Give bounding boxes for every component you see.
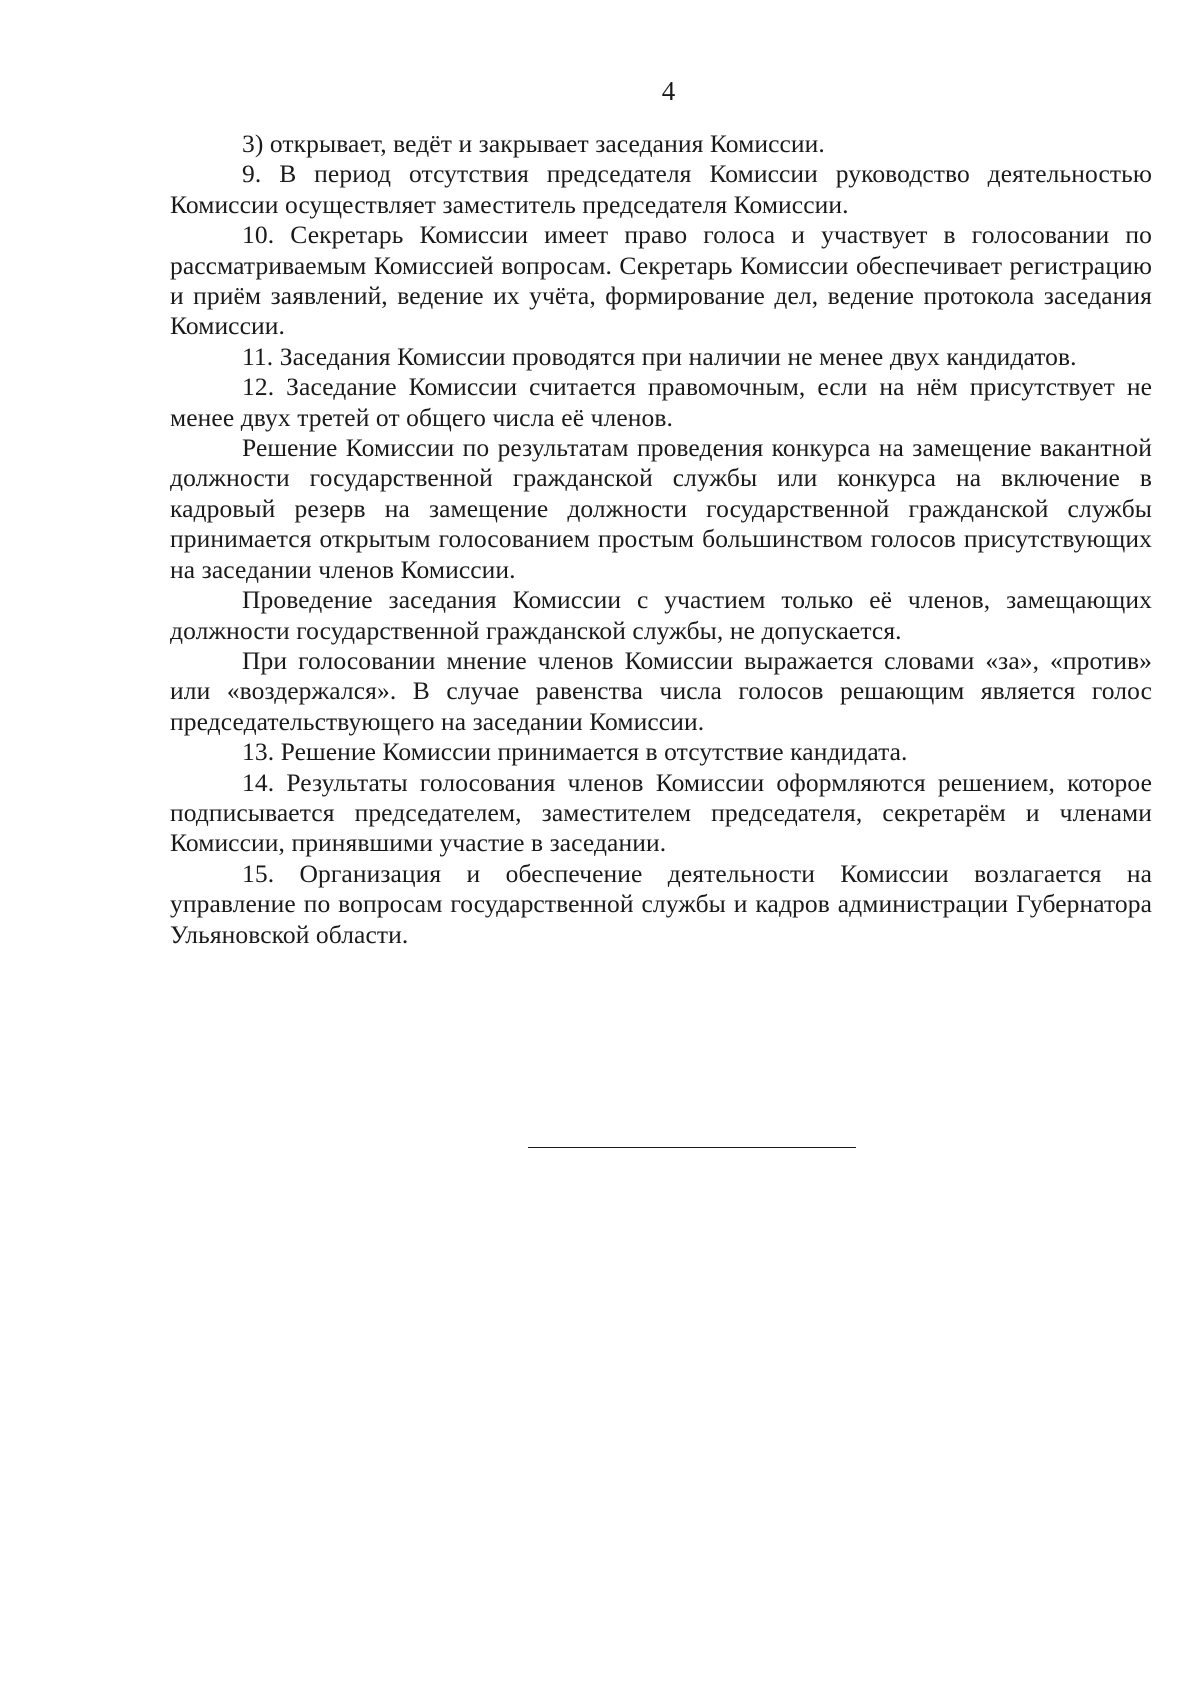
end-of-document-rule [528, 1147, 856, 1148]
document-body [170, 129, 1152, 950]
paragraph-clause-15: 15. Организация и обеспечение деятельности Комиссии возлагается на управление по вопросам государственной службы и кадров администрации Губернатора Ульяновской области. [170, 858, 1152, 949]
paragraph-clause-14: 14. Результаты голосования членов Комиссии оформляются решением, которое подписывается председателем, заместителем председателя, секретарём и членами Комиссии, принявшими участие в заседании. [170, 767, 1152, 858]
paragraph-clause-9: 9. В период отсутствия председателя Комиссии руководство деятельностью Комиссии осуществляет заместитель председателя Комиссии. [170, 159, 1152, 219]
paragraph-clause-12: 12. Заседание Комиссии считается правомочным, если на нём присутствует не менее двух третей от общего числа её членов. [170, 372, 1152, 432]
paragraph-decision: Решение Комиссии по результатам проведения конкурса на замещение вакантной должности государственной гражданской службы или конкурса на включение в кадровый резерв на замещение должности государственной гражданской службы принимается открытым голосованием простым большинством голосов присутствующих на заседании членов Комиссии. [170, 433, 1152, 584]
paragraph-item-3: 3) открывает, ведёт и закрывает заседания Комиссии. [242, 129, 825, 158]
paragraph-clause-10: 10. Секретарь Комиссии имеет право голоса и участвует в голосовании по рассматриваемым Комиссией вопросам. Секретарь Комиссии обеспечивает регистрацию и приём заявлений, ведение их учёта, формирование дел, ведение протокола заседания Комиссии. [170, 220, 1152, 341]
paragraph-clause-11: 11. Заседания Комиссии проводятся при наличии не менее двух кандидатов. [242, 341, 1077, 371]
paragraph-clause-13: 13. Решение Комиссии принимается в отсутствие кандидата. [242, 737, 908, 767]
paragraph-meeting-restriction: Проведение заседания Комиссии с участием только её членов, замещающих должности государственной гражданской службы, не допускается. [170, 585, 1152, 645]
page-number: 4 [661, 76, 676, 106]
paragraph-voting: При голосовании мнение членов Комиссии выражается словами «за», «против» или «воздержался». В случае равенства числа голосов решающим является голос председательствующего на заседании Комиссии. [170, 645, 1152, 736]
